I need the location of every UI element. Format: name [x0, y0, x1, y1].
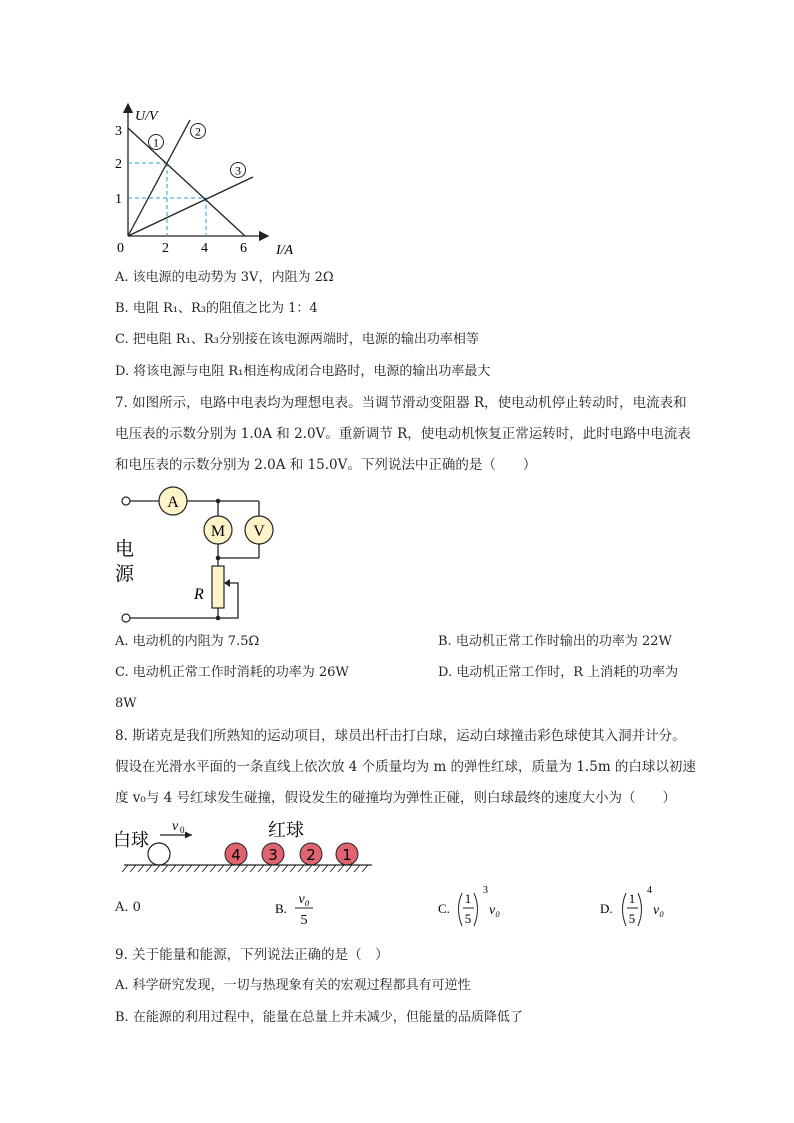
q7-option-d-cont: 8W — [115, 696, 137, 711]
red-ball-2-label: 2 — [306, 846, 316, 864]
q8-option-d-frac-den: 5 — [628, 911, 636, 926]
ammeter-label: A — [167, 494, 179, 511]
y-axis-label: U/V — [135, 109, 158, 124]
q8-option-d-exp: 4 — [647, 885, 652, 896]
source-label-1: 电 — [115, 538, 135, 560]
q8-option-c-v0: v₀ — [489, 903, 501, 918]
q6-option-d: D. 将该电源与电阻 R₁相连构成闭合电路时，电源的输出功率最大 — [115, 364, 491, 379]
q8-line-3: 度 v₀与 4 号红球发生碰撞，假设发生的碰撞均为弹性正碰，则白球最终的速度大小为（ ） — [115, 790, 677, 806]
q8-option-d-v0: v₀ — [653, 903, 665, 918]
source-label-2: 源 — [115, 563, 135, 585]
x-tick-2: 2 — [162, 241, 169, 256]
q6-option-b: B. 电阻 R₁、R₃的阻值之比为 1：4 — [115, 301, 318, 316]
resistor-label: R — [194, 586, 204, 603]
white-ball-label: 白球 — [113, 830, 149, 851]
q7-option-b: B. 电动机正常工作时输出的功率为 22W — [438, 634, 672, 649]
q8-option-b-den: 5 — [300, 913, 308, 928]
motor-label: M — [210, 523, 226, 540]
q6-option-a: A. 该电源的电动势为 3V，内阻为 2Ω — [115, 270, 334, 285]
q8-option-c-frac-den: 5 — [464, 911, 472, 926]
line-2-label: 2 — [195, 124, 201, 139]
red-ball-4-label: 4 — [231, 846, 241, 864]
y-tick-3: 3 — [115, 124, 122, 139]
q8-option-c-prefix: C. — [438, 901, 450, 916]
q8-option-d-frac-num: 1 — [628, 891, 636, 906]
q6-option-c: C. 把电阻 R₁、R₃分别接在该电源两端时，电源的输出功率相等 — [115, 332, 479, 347]
red-ball-3-label: 3 — [268, 846, 278, 864]
q7-option-a: A. 电动机的内阻为 7.5Ω — [115, 634, 260, 649]
y-tick-2: 2 — [115, 157, 122, 172]
x-tick-6: 6 — [240, 241, 247, 256]
q9-line-1: 9. 关于能量和能源，下列说法正确的是（ ） — [115, 947, 389, 963]
q8-option-a: A. 0 — [115, 900, 141, 915]
velocity-label: v — [172, 819, 179, 834]
red-ball-label: 红球 — [268, 820, 304, 841]
y-tick-1: 1 — [115, 192, 122, 207]
line-3-label: 3 — [235, 163, 241, 178]
q8-option-d-prefix: D. — [600, 901, 613, 916]
velocity-sub: 0 — [180, 825, 185, 835]
q7-line-2: 电压表的示数分别为 1.0A 和 2.0V。重新调节 R，使电动机恢复正常运转时，此时电路中电流表 — [115, 426, 691, 442]
x-tick-4: 4 — [201, 241, 208, 256]
q7-option-c: C. 电动机正常工作时消耗的功率为 26W — [115, 665, 349, 680]
q7-option-d: D. 电动机正常工作时，R 上消耗的功率为 — [438, 665, 679, 680]
q8-line-1: 8. 斯诺克是我们所熟知的运动项目，球员出杆击打白球，运动白球撞击彩色球使其入洞并计分。 — [115, 728, 686, 744]
origin-label: 0 — [117, 241, 124, 256]
q8-option-b-prefix: B. — [275, 901, 287, 916]
q9-option-a: A. 科学研究发现，一切与热现象有关的宏观过程都具有可逆性 — [115, 978, 471, 993]
q8-option-c-exp: 3 — [483, 885, 488, 896]
q8-line-2: 假设在光滑水平面的一条直线上依次放 4 个质量均为 m 的弹性红球，质量为 1.5m 的白球以初速 — [115, 759, 696, 775]
q7-line-1: 7. 如图所示，电路中电表均为理想电表。当调节滑动变阻器 R，使电动机停止转动时，电流表和 — [115, 395, 687, 411]
q7-line-3: 和电压表的示数分别为 2.0A 和 15.0V。下列说法中正确的是（ ） — [115, 457, 537, 473]
q9-option-b: B. 在能源的利用过程中，能量在总量上并未减少，但能量的品质降低了 — [115, 1010, 523, 1025]
voltmeter-label: V — [253, 523, 265, 540]
q8-option-c-frac-num: 1 — [464, 891, 472, 906]
red-ball-1-label: 1 — [342, 846, 352, 864]
line-1-label: 1 — [153, 135, 159, 150]
q8-option-b-num: v₀ — [298, 892, 310, 907]
x-axis-label: I/A — [276, 243, 294, 258]
